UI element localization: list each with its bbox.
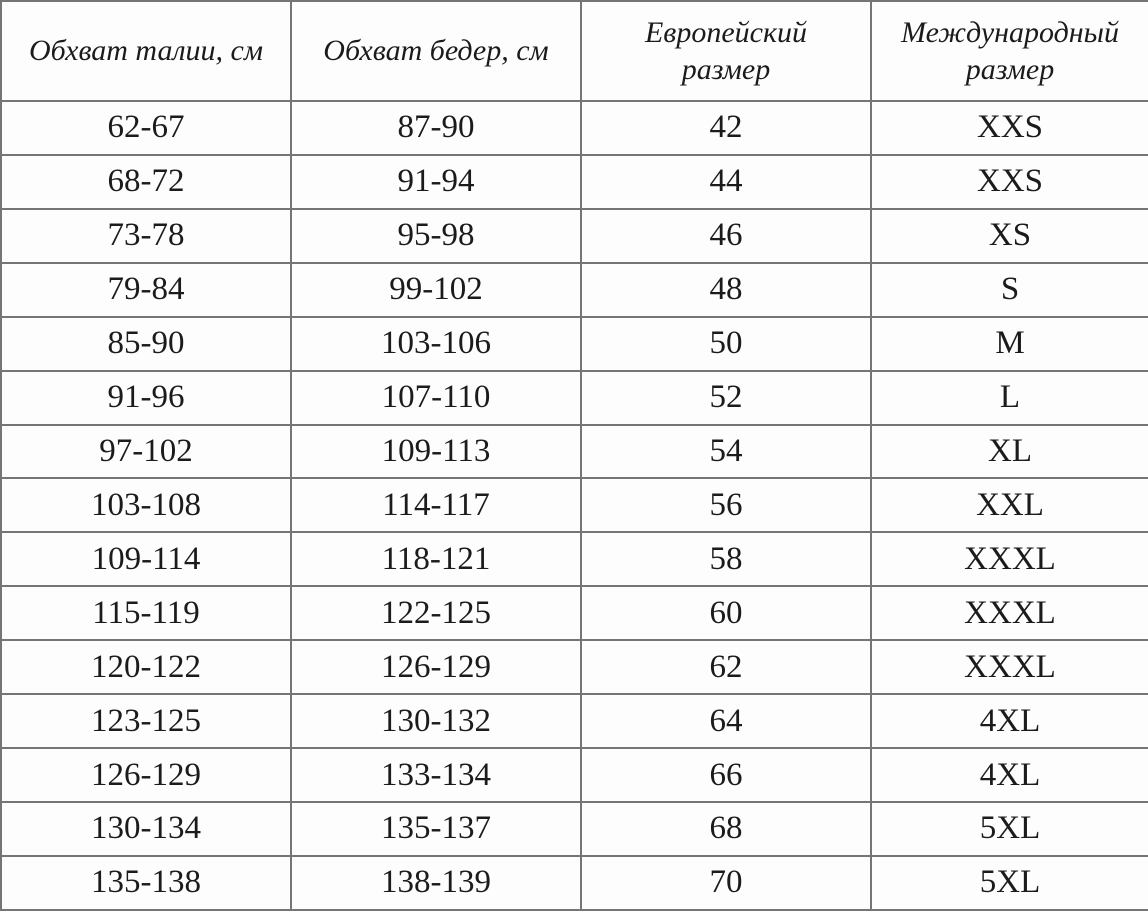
column-header-waist-label: Обхват талии, см xyxy=(28,34,264,68)
table-cell: 68-72 xyxy=(1,155,291,209)
table-cell: 103-108 xyxy=(1,478,291,532)
column-header-european-size-label: Европейский размер xyxy=(644,15,807,86)
table-cell: 4XL xyxy=(871,748,1148,802)
table-row xyxy=(1,802,1148,856)
table-cell: 70 xyxy=(581,856,871,910)
table-row xyxy=(1,101,1148,155)
table-cell: 91-96 xyxy=(1,371,291,425)
table-cell: 123-125 xyxy=(1,694,291,748)
table-cell: 99-102 xyxy=(291,263,581,317)
table-cell: XL xyxy=(871,425,1148,479)
table-cell: 42 xyxy=(581,101,871,155)
table-body xyxy=(1,101,1148,910)
column-header-european-size xyxy=(581,1,871,101)
table-row xyxy=(1,640,1148,694)
table-cell: 130-134 xyxy=(1,802,291,856)
table-cell: 91-94 xyxy=(291,155,581,209)
table-cell: 114-117 xyxy=(291,478,581,532)
table-cell: 95-98 xyxy=(291,209,581,263)
column-header-hips xyxy=(291,1,581,101)
table-cell: 109-113 xyxy=(291,425,581,479)
table-cell: 66 xyxy=(581,748,871,802)
table-cell: 60 xyxy=(581,586,871,640)
table-cell: 4XL xyxy=(871,694,1148,748)
table-cell: 135-138 xyxy=(1,856,291,910)
table-cell: 54 xyxy=(581,425,871,479)
table-cell: 109-114 xyxy=(1,532,291,586)
table-cell: XXXL xyxy=(871,586,1148,640)
table-row xyxy=(1,209,1148,263)
table-cell: 115-119 xyxy=(1,586,291,640)
table-cell: 126-129 xyxy=(1,748,291,802)
table-row xyxy=(1,317,1148,371)
table-row xyxy=(1,748,1148,802)
table-cell: 64 xyxy=(581,694,871,748)
table-cell: 50 xyxy=(581,317,871,371)
table-header xyxy=(1,1,1148,101)
column-header-international-size xyxy=(871,1,1148,101)
table-cell: 130-132 xyxy=(291,694,581,748)
table-cell: 97-102 xyxy=(1,425,291,479)
table-row xyxy=(1,586,1148,640)
table-cell: 87-90 xyxy=(291,101,581,155)
table-cell: 68 xyxy=(581,802,871,856)
table-row xyxy=(1,478,1148,532)
table-row xyxy=(1,694,1148,748)
table-row xyxy=(1,532,1148,586)
table-cell: 118-121 xyxy=(291,532,581,586)
table-cell: 85-90 xyxy=(1,317,291,371)
table-cell: S xyxy=(871,263,1148,317)
table-row xyxy=(1,425,1148,479)
table-cell: 138-139 xyxy=(291,856,581,910)
table-cell: 126-129 xyxy=(291,640,581,694)
table-cell: 107-110 xyxy=(291,371,581,425)
table-cell: XS xyxy=(871,209,1148,263)
table-cell: 62 xyxy=(581,640,871,694)
table-cell: XXXL xyxy=(871,532,1148,586)
table-row xyxy=(1,263,1148,317)
table-cell: 133-134 xyxy=(291,748,581,802)
table-cell: 46 xyxy=(581,209,871,263)
table-cell: 5XL xyxy=(871,856,1148,910)
table-cell: L xyxy=(871,371,1148,425)
table-cell: XXXL xyxy=(871,640,1148,694)
table-cell: 44 xyxy=(581,155,871,209)
table-cell: 73-78 xyxy=(1,209,291,263)
header-row xyxy=(1,1,1148,101)
column-header-waist xyxy=(1,1,291,101)
table-cell: 52 xyxy=(581,371,871,425)
table-cell: M xyxy=(871,317,1148,371)
column-header-hips-label: Обхват бедер, см xyxy=(323,34,549,68)
table-cell: 103-106 xyxy=(291,317,581,371)
table-cell: 122-125 xyxy=(291,586,581,640)
table-cell: XXL xyxy=(871,478,1148,532)
table-cell: 120-122 xyxy=(1,640,291,694)
table-cell: 56 xyxy=(581,478,871,532)
column-header-international-size-label: Международный размер xyxy=(901,15,1119,86)
table-row xyxy=(1,371,1148,425)
table-row xyxy=(1,856,1148,910)
table-cell: XXS xyxy=(871,101,1148,155)
table-cell: 79-84 xyxy=(1,263,291,317)
table-cell: 62-67 xyxy=(1,101,291,155)
table-cell: 58 xyxy=(581,532,871,586)
table-cell: 5XL xyxy=(871,802,1148,856)
table-cell: 135-137 xyxy=(291,802,581,856)
table-row xyxy=(1,155,1148,209)
table-cell: XXS xyxy=(871,155,1148,209)
table-cell: 48 xyxy=(581,263,871,317)
